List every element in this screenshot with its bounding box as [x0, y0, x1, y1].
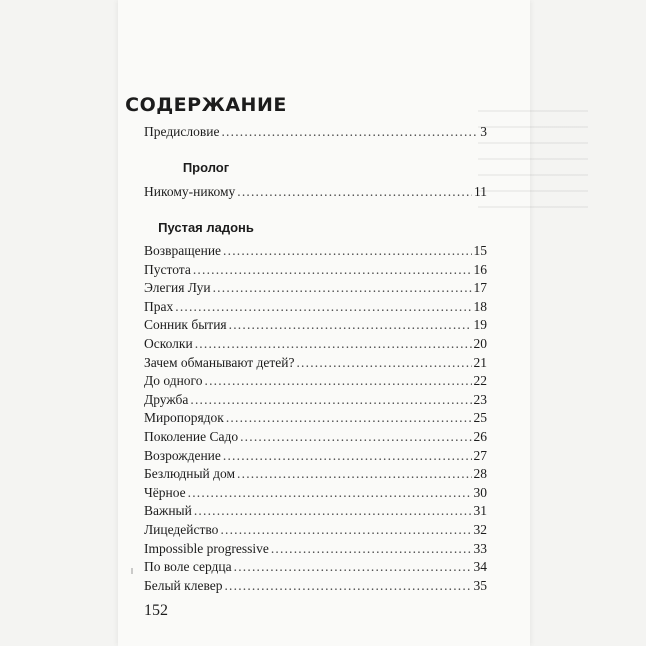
toc-leader-dots — [226, 410, 472, 426]
toc-entry — [144, 466, 487, 485]
toc-leader-dots — [221, 124, 478, 140]
toc-entry — [144, 410, 487, 429]
toc-entry-title: Предисловие — [144, 124, 220, 139]
toc-entry-page: 3 — [480, 124, 487, 139]
toc-leader-dots — [195, 336, 472, 352]
toc-entry-title: Никому-никому — [144, 184, 236, 199]
toc-entry-title: Пустота — [144, 261, 191, 277]
toc-entry — [144, 184, 487, 203]
toc-entry — [144, 355, 487, 374]
section-heading-empty-palm: Пустая ладонь — [158, 220, 254, 235]
toc-entry-title: Impossible progressive — [144, 540, 269, 556]
toc-leader-dots — [190, 392, 471, 408]
toc-entry-page: 33 — [473, 540, 487, 556]
toc-leader-dots — [237, 466, 471, 482]
toc-entry-page: 15 — [473, 243, 487, 258]
toc-leader-dots — [237, 184, 472, 200]
toc-entry — [144, 373, 487, 392]
toc-entry-title: Лицедейство — [144, 521, 219, 537]
toc-entry-page: 17 — [473, 280, 487, 296]
toc-leader-dots — [223, 448, 472, 464]
toc-entry-page: 20 — [473, 335, 487, 351]
toc-leader-dots — [296, 355, 471, 371]
toc-entry-page: 31 — [473, 503, 487, 519]
toc-entry — [144, 541, 487, 560]
toc-entry — [144, 392, 487, 411]
toc-entry-page: 34 — [473, 559, 487, 575]
toc-entry-page: 30 — [473, 484, 487, 500]
toc-leader-dots — [188, 485, 472, 501]
toc-entry-title: Прах — [144, 298, 174, 314]
toc-leader-dots — [213, 280, 472, 296]
toc-leader-dots — [223, 243, 471, 259]
toc-entry-title: По воле сердца — [144, 559, 232, 575]
toc-entry — [144, 124, 487, 143]
toc-entry-page: 16 — [473, 261, 487, 277]
toc-entry-page: 19 — [473, 317, 487, 333]
toc-entry-page: 28 — [473, 466, 487, 482]
toc-entry — [144, 503, 487, 522]
toc-entry — [144, 243, 487, 262]
toc-entry-page: 35 — [473, 577, 487, 593]
toc-entry-title: Поколение Садо — [144, 428, 239, 444]
toc-entry-page: 11 — [474, 184, 487, 199]
toc-entry — [144, 429, 487, 448]
toc-entry-page: 18 — [473, 298, 487, 314]
toc-entry-title: Осколки — [144, 335, 193, 351]
paper-speck — [131, 568, 133, 574]
toc-leader-dots — [234, 559, 472, 575]
toc-entry-page: 21 — [473, 354, 487, 370]
toc-prologue-list — [144, 184, 487, 203]
toc-entry-page: 27 — [473, 447, 487, 463]
toc-leader-dots — [220, 522, 471, 538]
toc-entry-title: Возрождение — [144, 447, 221, 463]
toc-leader-dots — [240, 429, 471, 445]
toc-entry-title: Элегия Луи — [144, 280, 211, 296]
toc-entry — [144, 559, 487, 578]
toc-entry-title: До одного — [144, 373, 203, 389]
toc-leader-dots — [271, 541, 472, 557]
toc-entry-title: Важный — [144, 503, 192, 519]
toc-entry-page: 23 — [473, 391, 487, 407]
toc-leader-dots — [175, 299, 471, 315]
toc-leader-dots — [224, 578, 471, 594]
toc-entry — [144, 522, 487, 541]
toc-entry — [144, 317, 487, 336]
toc-entry — [144, 299, 487, 318]
toc-entry-title: Дружба — [144, 391, 189, 407]
toc-leader-dots — [194, 503, 472, 519]
toc-entry — [144, 262, 487, 281]
page-number: 152 — [144, 602, 168, 619]
toc-entry-page: 32 — [473, 521, 487, 537]
toc-entry-title: Чёрное — [144, 484, 186, 500]
toc-entry-page: 22 — [473, 373, 487, 389]
toc-entry-title: Безлюдный дом — [144, 466, 236, 482]
toc-leader-dots — [205, 373, 472, 389]
toc-empty-palm-list — [144, 243, 487, 596]
toc-leader-dots — [229, 317, 472, 333]
toc-entry-title: Миропорядок — [144, 410, 224, 426]
toc-preface-list — [144, 124, 487, 143]
section-heading-prologue: Пролог — [182, 160, 230, 175]
toc-entry — [144, 280, 487, 299]
toc-entry-title: Сонник бытия — [144, 317, 227, 333]
toc-entry — [144, 448, 487, 467]
page-title: СОДЕРЖАНИЕ — [125, 94, 287, 116]
toc-entry — [144, 578, 487, 597]
show-through-text — [478, 96, 588, 216]
toc-entry-title: Зачем обманывают детей? — [144, 354, 295, 370]
toc-entry-page: 25 — [473, 410, 487, 426]
toc-entry-title: Белый клевер — [144, 577, 223, 593]
toc-entry — [144, 485, 487, 504]
toc-entry — [144, 336, 487, 355]
toc-leader-dots — [193, 262, 472, 278]
toc-entry-title: Возвращение — [144, 243, 222, 258]
toc-entry-page: 26 — [473, 428, 487, 444]
